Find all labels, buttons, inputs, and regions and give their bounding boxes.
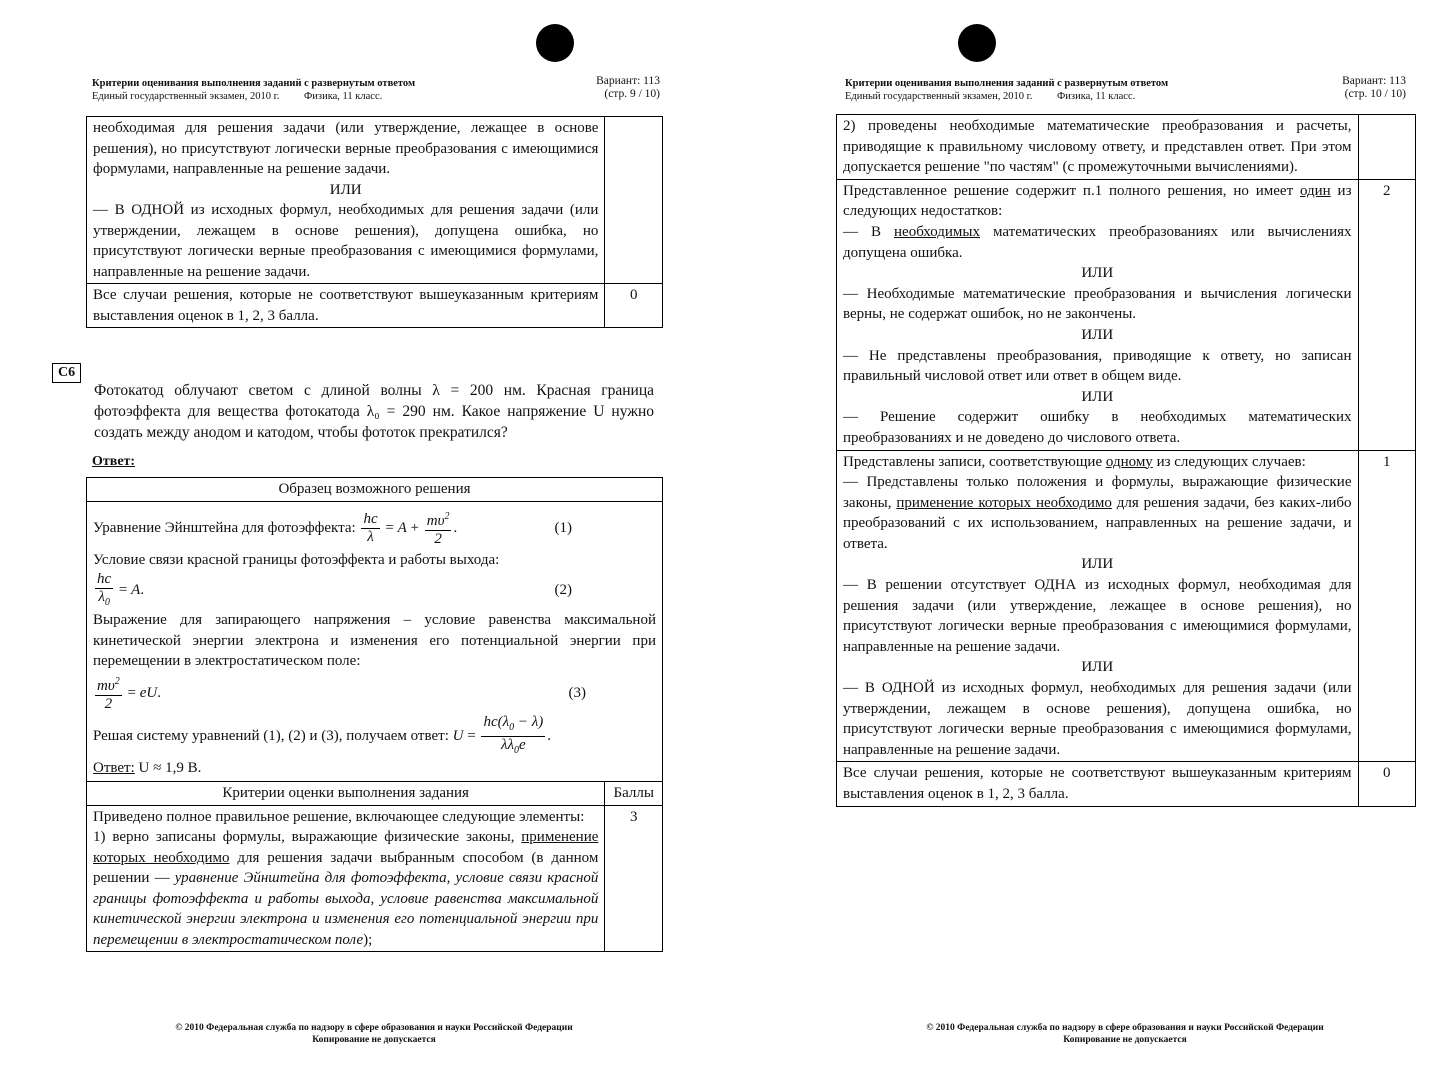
score-cell: 2: [1358, 179, 1416, 450]
formula: $\frac{m\upsilon^2}{2}$: [95, 673, 122, 713]
or-separator: ИЛИ: [1081, 556, 1114, 573]
criteria-text: 1) верно записаны формулы, выражающие физические законы,: [93, 829, 515, 845]
criteria-text: — В ОДНОЙ из исходных формул, необходимых для решения задачи (или утверждении, лежащем в основе решения), допущена ошибка, но присутствуют логически верные преобразования с имеющимися формулами, направленные на решение задачи.: [93, 202, 599, 280]
criteria-text: из следующих недостатков:: [843, 182, 1352, 220]
page-footer: [114, 1022, 634, 1046]
or-separator: ИЛИ: [1081, 388, 1114, 405]
criteria-underlined: применение которых необходимо: [896, 494, 1112, 511]
final-answer: [93, 758, 656, 779]
equation-3: [93, 672, 656, 714]
or-separator: ИЛИ: [1081, 659, 1114, 676]
formula: = eU.: [123, 684, 161, 701]
criteria-text: математических преобразованиях или вычислениях допущена ошибка.: [843, 223, 1352, 261]
criteria-cell: [87, 284, 605, 328]
formula: $\frac{hc(\lambda_0 - \lambda)}{\lambda\lambda_0e}$: [483, 713, 544, 756]
criteria-text: — Необходимые математические преобразования и вычисления логически верны, не содержат ошибок, но не закончены.: [843, 285, 1352, 323]
page-number: (стр. 10 / 10): [1344, 88, 1406, 100]
table-header-row: [87, 782, 663, 806]
criteria-underlined: одному: [1105, 453, 1153, 470]
eq-text: Решая систему уравнений (1), (2) и (3), получаем ответ:: [93, 727, 449, 744]
criteria-text: Представлены записи, соответствующие: [843, 453, 1103, 470]
header-subject: Физика, 11 класс.: [1057, 91, 1136, 102]
criteria-table-continued: [836, 114, 1416, 807]
eq-text: Условие связи красной границы фотоэффекта и работы выхода:: [93, 551, 500, 568]
criteria-cell: [837, 762, 1359, 806]
criteria-text: из следующих случаев:: [1156, 453, 1306, 470]
solution-body: [87, 501, 663, 782]
equation-number: (1): [554, 519, 572, 536]
header-title: Критерии оценивания выполнения заданий с развернутым ответом: [845, 78, 1169, 89]
criteria-text: );: [363, 931, 373, 948]
page-number: (стр. 9 / 10): [604, 88, 660, 100]
final-answer-label: Ответ:: [93, 759, 135, 776]
table-row: [87, 805, 663, 952]
criteria-underlined: один: [1299, 182, 1331, 199]
equation-4: Решая систему уравнений (1), (2) и (3), получаем ответ: U = $\frac{hc(\lambda_0 - \lambda)}{\lambda\lambda_0e}$ .: [93, 714, 656, 758]
variant-block: [1300, 75, 1406, 101]
header-title: Критерии оценивания выполнения заданий с развернутым ответом: [92, 78, 416, 89]
answer-label: Ответ:: [92, 454, 136, 469]
criteria-cell: [87, 117, 605, 284]
equation-1: Уравнение Эйнштейна для фотоэффекта: $\frac{hc}{\lambda}$ = A + $\frac{m\upsilon^2}{2}$ . (1): [93, 506, 656, 550]
formula: = A.: [115, 582, 145, 598]
criteria-text: Приведено полное правильное решение, включающее следующие элементы:: [93, 808, 585, 825]
table-row: [87, 284, 663, 328]
criteria-text: — В: [843, 223, 882, 240]
formula: = A +: [381, 519, 423, 536]
column-header-score: Баллы: [605, 782, 663, 806]
final-answer-value: U ≈ 1,9 В.: [138, 759, 202, 776]
criteria-text: — В ОДНОЙ из исходных формул, необходимых для решения задачи (или утверждении, лежащем в основе решения), допущена ошибка, но присутствуют логически верные преобразования с имеющимися формулами, направленные на решение задачи.: [843, 680, 1352, 758]
score-cell: 1: [1358, 450, 1416, 762]
formula: $\frac{m\upsilon^2}{2}$: [425, 508, 452, 548]
header-subject: Физика, 11 класс.: [304, 91, 383, 102]
criteria-italic: уравнение Эйнштейна для фотоэффекта, условие связи красной границы фотоэффекта и работы выхода, условие равенства максимальной кинетической энергии электрона и изменения его потенциальной энергии при перемещении в электростатическом поле: [93, 870, 599, 948]
eq-text: Уравнение Эйнштейна для фотоэффекта:: [93, 519, 356, 536]
table-row: [837, 179, 1416, 450]
table-row: [837, 762, 1416, 806]
variant-block: [560, 75, 660, 101]
criteria-text: — Не представлены преобразования, приводящие к ответу, но записан правильный числовой ответ или ответ в общем виде.: [843, 347, 1352, 385]
table-row: [87, 478, 663, 502]
scan-dot: [536, 24, 574, 62]
criteria-underlined: применение которых необходимо: [93, 829, 599, 866]
criteria-table-top: [86, 116, 663, 328]
criteria-text: — Решение содержит ошибку в необходимых математических преобразованиях и не доведено до числового ответа.: [843, 409, 1352, 446]
right-page: [728, 0, 1456, 1066]
table-row: [837, 450, 1416, 762]
formula: $\frac{hc}{\lambda}$: [363, 510, 378, 545]
or-separator: ИЛИ: [1081, 265, 1114, 282]
criteria-cell: [87, 805, 605, 952]
criteria-text: необходимая для решения задачи (или утверждение, лежащее в основе решения), но присутствуют логически верные преобразования с имеющимися формулами, направленные на решение задачи.: [93, 120, 599, 177]
page-header: [845, 77, 1168, 103]
equation-number: (2): [554, 582, 572, 598]
equation-number: (3): [568, 684, 586, 701]
or-separator: ИЛИ: [329, 181, 362, 198]
header-subtitle: Единый государственный экзамен, 2010 г.: [92, 91, 280, 102]
task-statement: Фотокатод облучают светом с длиной волны λ = 200 нм. Красная граница фотоэффекта для вещества фотокатода λ₀ = 290 нм. Какое напряжение U нужно создать между анодом и катодом, чтобы фототок прекратился?: [94, 382, 654, 441]
equation-2: [93, 570, 656, 610]
score-cell: [1358, 115, 1416, 180]
footer-notice: Копирование не допускается: [312, 1035, 436, 1045]
table-row: [837, 115, 1416, 180]
score-cell: 0: [605, 284, 663, 328]
variant-label: Вариант: 113: [1342, 75, 1406, 87]
criteria-text: для решения задачи выбранным способом (в данном решении —: [93, 849, 599, 886]
header-subtitle: Единый государственный экзамен, 2010 г.: [845, 91, 1033, 102]
formula: $\frac{hc}{\lambda_0}$: [97, 570, 112, 608]
or-separator: ИЛИ: [1081, 326, 1114, 343]
page-footer: [865, 1022, 1385, 1046]
criteria-text: Все случаи решения, которые не соответствуют вышеуказанным критериям выставления оценок в 1, 2, 3 балла.: [93, 287, 599, 324]
criteria-text: для решения задачи, без каких-либо преобразований с их использованием, направленных на решение задачи, и ответа.: [843, 494, 1352, 552]
column-header-criteria: Критерии оценки выполнения задания: [87, 782, 605, 806]
formula: U =: [452, 727, 480, 744]
score-cell: 0: [1358, 762, 1416, 806]
criteria-text: 2) проведены необходимые математические преобразования и расчеты, приводящие к правильному числовому ответу, и представлен ответ. При этом допускается решение "по частям" (с промежуточными вычислениями).: [843, 118, 1352, 176]
criteria-text: Все случаи решения, которые не соответствуют вышеуказанным критериям выставления оценок в 1, 2, 3 балла.: [843, 765, 1352, 802]
footer-notice: Копирование не допускается: [1063, 1035, 1187, 1045]
solution-heading: Образец возможного решения: [87, 478, 663, 502]
eq-text: Выражение для запирающего напряжения – условие равенства максимальной кинетической энергии электрона и изменения его потенциальной энергии при перемещении в электростатическом поле:: [93, 612, 656, 669]
score-cell: 3: [605, 805, 663, 952]
criteria-underlined: необходимых: [894, 223, 980, 240]
criteria-cell: [837, 450, 1359, 762]
criteria-cell: [837, 179, 1359, 450]
criteria-text: — Представлены только положения и формулы, выражающие физические законы,: [843, 474, 1352, 511]
criteria-cell: [837, 115, 1359, 180]
criteria-text: Представленное решение содержит п.1 полного решения, но имеет: [843, 182, 1294, 199]
footer-copyright: © 2010 Федеральная служба по надзору в сфере образования и науки Российской Федерации: [175, 1023, 573, 1033]
table-row: [87, 501, 663, 782]
task-id-badge: C6: [52, 363, 81, 383]
score-cell: [605, 117, 663, 284]
table-row: [87, 117, 663, 284]
footer-copyright: © 2010 Федеральная служба по надзору в сфере образования и науки Российской Федерации: [926, 1023, 1324, 1033]
page-header: [92, 77, 415, 103]
scan-dot: [958, 24, 996, 62]
solution-table: [86, 477, 663, 952]
criteria-text: — В решении отсутствует ОДНА из исходных формул, необходимая для решения задачи (или утверждение, лежащее в основе решения), но присутствуют логически верные преобразования с имеющимися формулами, направленные на решение задачи.: [843, 577, 1352, 655]
variant-label: Вариант: 113: [596, 75, 660, 87]
